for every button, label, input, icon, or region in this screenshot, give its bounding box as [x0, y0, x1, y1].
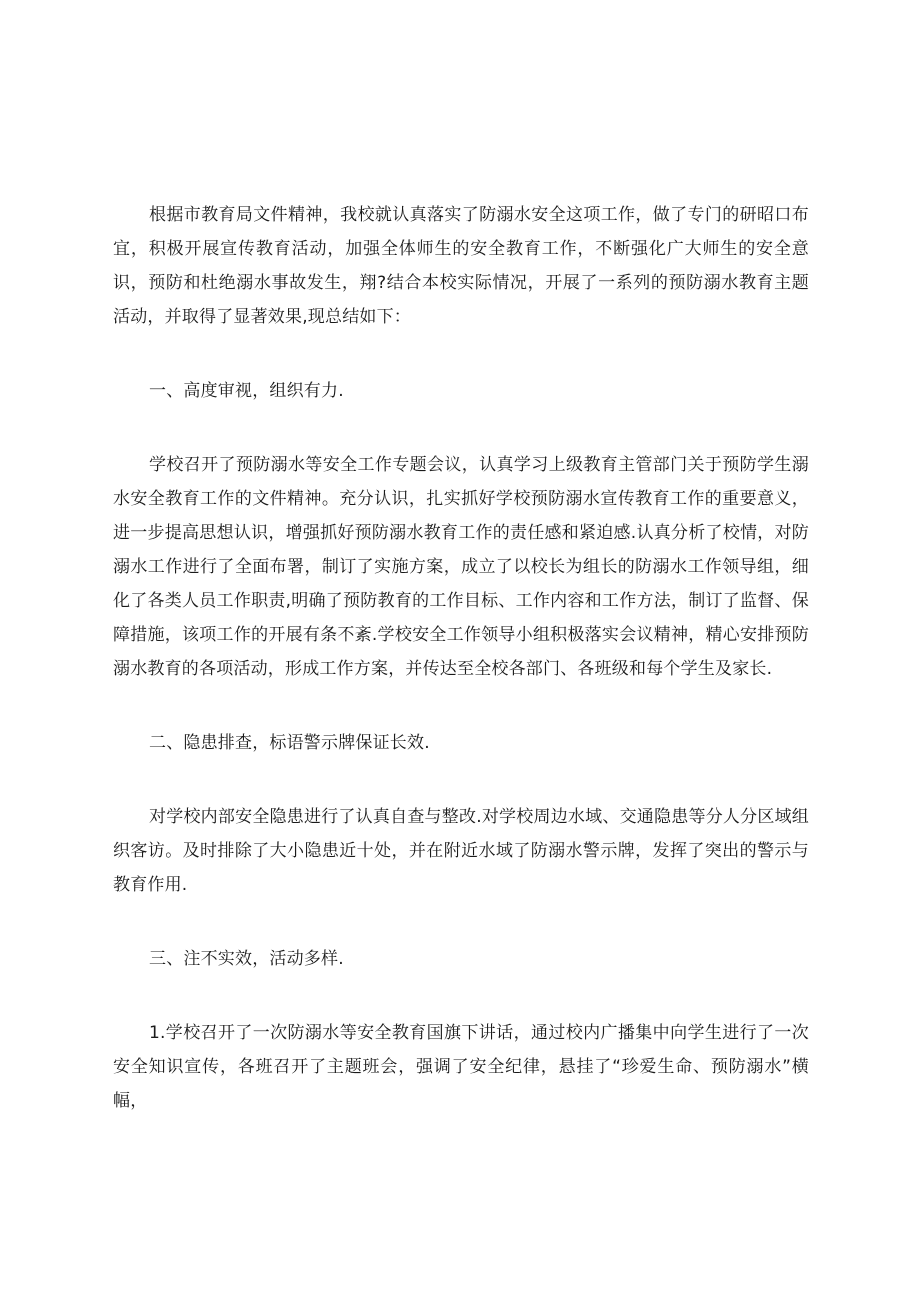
intro-paragraph: 根据市教育局文件精神，我校就认真落实了防溺水安全这项工作，做了专门的研昭口布宜，积极开展宣传教育活动，加强全体师生的安全教育工作，不断强化广大师生的安全意识，预防和杜绝溺水事故发生，翔?结合本校实际情况，开展了一系列的预防溺水教育主题活动，并取得了显著效果,现总结如下：: [113, 205, 809, 327]
section-heading-2: 二、隐患排查，标语警示牌保证长效.: [149, 733, 430, 753]
section-heading-1: 一、高度审视，组织有力.: [149, 381, 344, 401]
document-body: [113, 198, 809, 1118]
section-3-item-1-paragraph: 1.学校召开了一次防溺水等安全教育国旗下讲话，通过校内广播集中向学生进行了一次安全知识宣传，各班召开了主题班会，强调了安全纪律，悬挂了“珍爱生命、预防溺水”横幅，: [113, 1023, 809, 1111]
section-heading-3: 三、注不实效，活动多样.: [149, 949, 344, 969]
section-1-paragraph: 学校召开了预防溺水等安全工作专题会议，认真学习上级教育主管部门关于预防学生溺水安全教育工作的文件精神。充分认识，扎实抓好学校预防溺水宣传教育工作的重要意义，进一步提高思想认识，增强抓好预防溺水教育工作的责任感和紧迫感.认真分析了校情，对防溺水工作进行了全面布署，制订了实施方案，成立了以校长为组长的防溺水工作领导组，细化了各类人员工作职责,明确了预防教育的工作目标、工作内容和工作方法，制订了监督、保障措施，该项工作的开展有条不紊.学校安全工作领导小组积极落实会议精神，精心安排预防溺水教育的各项活动，形成工作方案，并传达至全校各部门、各班级和每个学生及家长.: [113, 455, 809, 679]
section-2-paragraph: 对学校内部安全隐患进行了认真自查与整改.对学校周边水域、交通隐患等分人分区域组织客访。及时排除了大小隐患近十处，并在附近水域了防溺水警示牌，发挥了突出的警示与教育作用.: [113, 807, 809, 895]
